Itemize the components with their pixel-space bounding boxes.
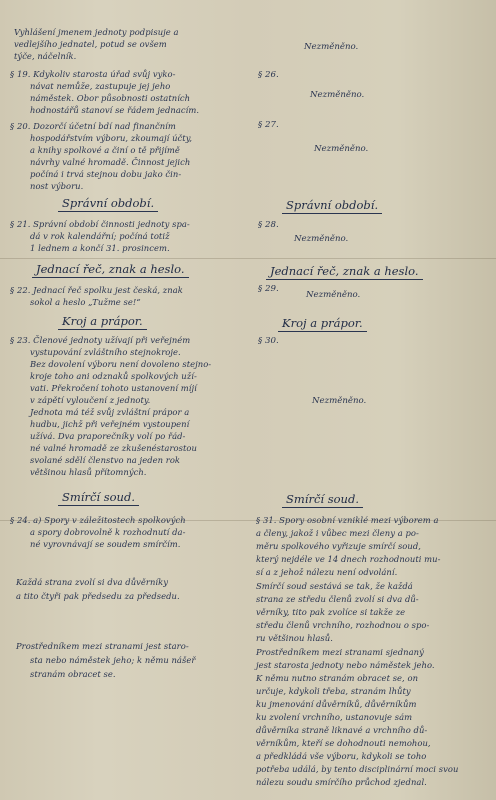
nezmeneno-label: Nezměněno. (312, 396, 367, 406)
text-line: náměstek. Obor působnosti ostatních (30, 93, 191, 103)
text-line: Vyhlášení jmenem jednoty podpisuje a (14, 27, 179, 37)
text-line: věrníky, tito pak zvolíce si takže ze (256, 607, 406, 617)
text-line: návat nemůže, zastupuje jej jeho (30, 81, 171, 91)
nezmeneno-label: Nezměněno. (310, 90, 365, 100)
text-line: měru spolkového vyřizuje smírčí soud, (256, 541, 421, 551)
text-line: sta nebo náměstek jeho; k němu nášeř (30, 655, 196, 665)
text-line: svolané sdělí členstvo na jeden rok (30, 455, 181, 465)
text-line: ru většinou hlasů. (256, 633, 333, 643)
text-line: sí a z jehož nálezu není odvolání. (256, 567, 398, 577)
text-line: dá v rok kalendářní; počíná totiž (30, 231, 170, 241)
text-line: určuje, kdykoli třeba, stranám lhůty (256, 686, 411, 696)
text-line: § 21. Správní období činnosti jednoty spa- (10, 219, 190, 229)
text-line: a knihy spolkové a činí o tě přijímě (30, 145, 180, 155)
text-line: Bez dovolení výboru není dovoleno stejno- (30, 359, 212, 369)
heading-jednaci-rec: Jednací řeč, znak a heslo. (32, 262, 189, 278)
text-line: ku jmenování důvěrníků, důvěrníkům (256, 699, 417, 709)
text-line: vedlejšího jednatel, potud se ovšem (14, 39, 167, 49)
text-line: Prostředníkem mezi stranami jest staro- (16, 641, 189, 651)
text-line: stranám obracet se. (30, 669, 116, 679)
paragraph-number: § 28. (258, 220, 279, 230)
text-line: nost výboru. (30, 181, 84, 191)
text-line: sokol a heslo „Tužme se!“ (30, 297, 141, 307)
text-line: počíná i trvá stejnou dobu jako čin- (30, 169, 182, 179)
nezmeneno-label: Nezměněno. (306, 290, 361, 300)
text-line: Smírčí soud sestává se tak, že každá (256, 581, 413, 591)
text-line: hospodářstvím výboru, zkoumají účty, (30, 133, 193, 143)
heading-smirci-soud: Smírčí soud. (282, 492, 363, 508)
text-line: né vyrovnávají se soudem smírčím. (30, 539, 181, 549)
text-line: v zápětí vyloučení z jednoty. (30, 395, 151, 405)
text-line: § 24. a) Spory v záležitostech spolkových (10, 515, 186, 525)
text-line: § 23. Členové jednoty užívají při veřejném (10, 335, 191, 345)
heading-spravni-obdobi: Správní období. (282, 198, 382, 214)
nezmeneno-label: Nezměněno. (304, 42, 359, 52)
text-line: kroje toho ani odznaků spolkových uží- (30, 371, 197, 381)
text-line: § 19. Kdykoliv starosta úřad svůj vyko- (10, 69, 176, 79)
text-line: K němu nutno stranám obracet se, on (256, 673, 419, 683)
text-line: a členy, jakož i vůbec mezi členy a po- (256, 528, 419, 538)
text-line: vystupování zvláštního stejnokroje. (30, 347, 181, 357)
paragraph-number: § 26. (258, 70, 279, 80)
text-line: který nejdéle ve 14 dnech rozhodnouti mu- (256, 554, 441, 564)
text-line: hudbu, jichž při veřejném vystoupení (30, 419, 190, 429)
paragraph-number: § 27. (258, 120, 279, 130)
text-line: § 31. Spory osobní vzniklé mezi výborem a (256, 515, 439, 525)
text-line: vati. Překročení tohoto ustanovení míjí (30, 383, 197, 393)
paper-fold (0, 258, 496, 259)
text-line: potřeba událá, by tento disciplinární moci svou (256, 764, 459, 774)
paragraph-number: § 30. (258, 336, 279, 346)
heading-kroj-a-prapor: Kroj a prápor. (58, 314, 147, 330)
heading-kroj-a-prapor: Kroj a prápor. (278, 316, 367, 332)
paragraph-number: § 29. (258, 284, 279, 294)
text-line: a předkládá vše výboru, kdykoli se toho (256, 751, 427, 761)
text-line: né valné hromadě ze zkušenéstarostou (30, 443, 197, 453)
text-line: ku zvolení vrchního, ustanovuje sám (256, 712, 413, 722)
text-line: hodnostářů stanoví se řádem jednacím. (30, 105, 200, 115)
text-line: a tito čtyři pak předsedu za předsedu. (16, 591, 180, 601)
text-line: strana ze středu členů zvolí si dva dů- (256, 594, 419, 604)
nezmeneno-label: Nezměněno. (294, 234, 349, 244)
text-line: § 20. Dozorčí účetní bdí nad finančním (10, 121, 176, 131)
text-line: 1 lednem a končí 31. prosincem. (30, 243, 170, 253)
heading-smirci-soud: Smírčí soud. (58, 490, 139, 506)
text-line: týče, náčelník. (14, 51, 77, 61)
text-line: důvěrníka straně liknavé a vrchního dů- (256, 725, 428, 735)
text-line: nálezu soudu smírčího průchod zjednal. (256, 777, 427, 787)
text-line: většinou hlasů přítomných. (30, 467, 147, 477)
text-line: návrhy valné hromadě. Činnost jejich (30, 157, 191, 167)
text-line: Prostředníkem mezi stranami sjednaný (256, 647, 424, 657)
text-line: a spory dobrovolně k rozhodnutí da- (30, 527, 186, 537)
text-line: § 22. Jednací řeč spolku jest česká, znak (10, 285, 183, 295)
text-line: Každá strana zvolí si dva důvěrníky (16, 577, 169, 587)
text-line: užívá. Dva praporečníky volí po řád- (30, 431, 186, 441)
heading-jednaci-rec: Jednací řeč, znak a heslo. (266, 264, 423, 280)
text-line: Jednota má též svůj zvláštní prápor a (30, 407, 190, 417)
nezmeneno-label: Nezměněno. (314, 144, 369, 154)
text-line: jest starosta jednoty nebo náměstek jeho. (256, 660, 435, 670)
text-line: středu členů vrchního, rozhodnou o spo- (256, 620, 430, 630)
text-line: věrníkům, kteří se dohodnouti nemohou, (256, 738, 431, 748)
heading-spravni-obdobi: Správní období. (58, 196, 158, 212)
